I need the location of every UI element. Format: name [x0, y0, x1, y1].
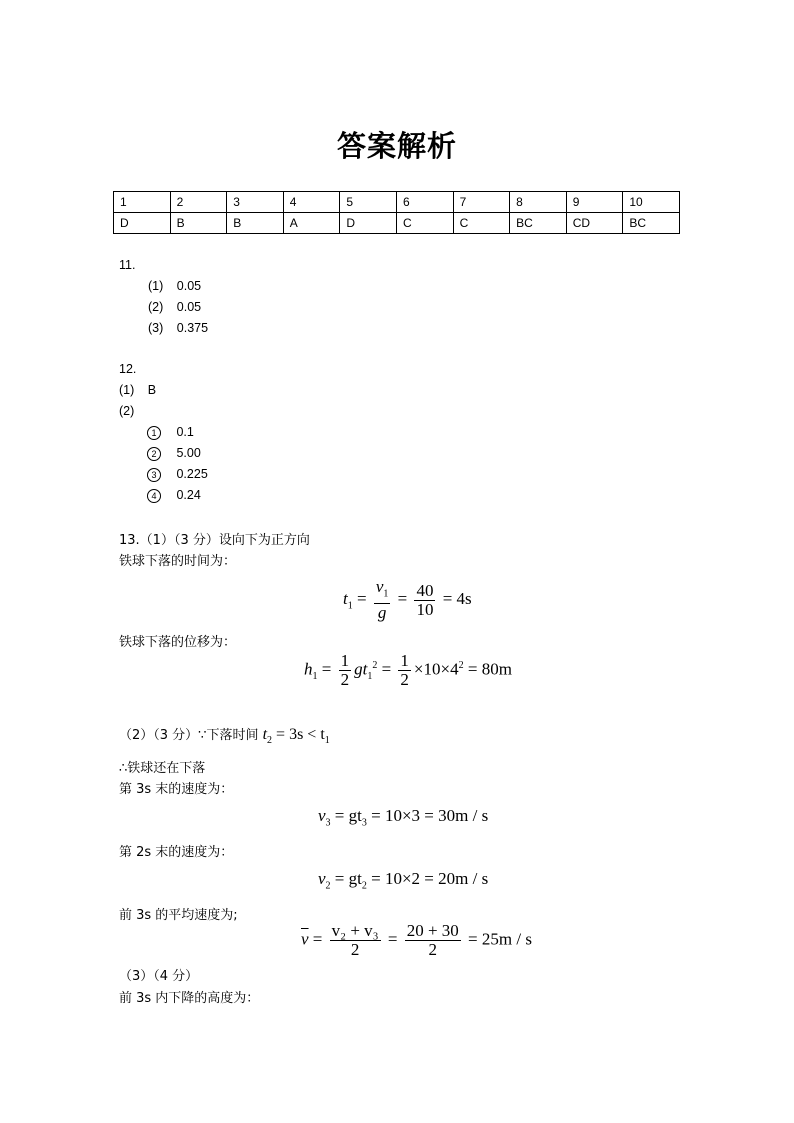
answer-table-number-row: [114, 192, 680, 213]
q11-item-1: [148, 279, 201, 293]
q12-part1: [119, 383, 156, 397]
circled-number: 1: [147, 426, 161, 440]
item-value: 0.375: [176, 321, 209, 335]
equation-v3: [318, 806, 488, 828]
eq-subscript: 2: [361, 880, 367, 892]
q12-circled-item-2: [147, 446, 201, 461]
table-cell: 10: [623, 192, 680, 213]
eq-symbol: $\overline{v}$: [301, 929, 309, 949]
table-cell: C: [396, 213, 453, 234]
eq-subscript: 1: [367, 670, 373, 682]
eq-term: ×10×4: [413, 659, 459, 679]
equation-t1: $t_1$ = $\frac{v_1}{g}$ = $\frac{40}{10}$ = 4s: [343, 577, 472, 623]
answer-table-answer-row: [114, 213, 680, 234]
eq-subscript: 1: [324, 735, 330, 747]
eq-result: = 4s: [442, 589, 472, 609]
eq-subscript: 3: [325, 817, 331, 829]
eq-result: = 80m: [467, 659, 512, 679]
item-number: (2): [148, 300, 164, 314]
item-value: 0.24: [176, 488, 201, 502]
q11-label: 11.: [119, 258, 136, 272]
eq-denominator: 10: [416, 599, 434, 619]
table-cell: B: [227, 213, 284, 234]
q12-circled-item-4: [147, 488, 201, 503]
average-velocity-label: 前 3s 的平均速度为;: [119, 908, 238, 923]
fraction: [339, 652, 352, 689]
item-number: (1): [148, 279, 164, 293]
eq-symbol: h: [304, 659, 313, 679]
answer-table: [113, 191, 680, 234]
table-cell: 1: [114, 192, 171, 213]
table-cell: CD: [566, 213, 623, 234]
eq-term: = 3s < t: [276, 726, 325, 743]
eq-symbol: v: [318, 806, 326, 825]
fall-time-label: 铁球下落的时间为：: [119, 554, 237, 569]
table-cell: 7: [453, 192, 510, 213]
q12-part2-label: (2): [119, 404, 135, 418]
eq-subscript: 2: [325, 880, 331, 892]
eq-symbol: g: [377, 603, 387, 623]
still-falling-text: ∴铁球还在下落: [119, 761, 206, 776]
fraction: [414, 582, 435, 619]
eq-numerator: 20 + 30: [406, 921, 459, 940]
table-cell: 6: [396, 192, 453, 213]
item-number: (3): [148, 321, 164, 335]
q11-item-2: [148, 300, 201, 314]
circled-number: 2: [147, 447, 161, 461]
eq-symbol: gt: [354, 659, 368, 679]
part2-heading-text: （2）（3 分）∵下落时间: [119, 728, 259, 743]
part3-heading: （3）（4 分）: [119, 969, 199, 984]
eq-numerator: 40: [416, 580, 434, 600]
table-cell: B: [170, 213, 227, 234]
table-cell: 4: [283, 192, 340, 213]
q13-heading: 13.（1）（3 分）设向下为正方向: [119, 533, 310, 548]
eq-subscript: 1: [383, 588, 389, 600]
eq-symbol: v: [318, 869, 326, 888]
eq-superscript: 2: [458, 659, 464, 671]
q12-circled-item-1: [147, 425, 194, 440]
height-label: 前 3s 内下降的高度为：: [119, 991, 260, 1006]
table-cell: A: [283, 213, 340, 234]
table-cell: 9: [566, 192, 623, 213]
page-title: 答案解析: [336, 129, 457, 163]
table-cell: D: [114, 213, 171, 234]
table-cell: 2: [170, 192, 227, 213]
table-cell: C: [453, 213, 510, 234]
q12-label: 12.: [119, 362, 137, 376]
part-value: B: [147, 383, 157, 397]
eq-superscript: 2: [372, 659, 378, 671]
fraction: [330, 922, 381, 959]
item-value: 0.1: [176, 425, 194, 439]
circled-number: 4: [147, 489, 161, 503]
part-number: (1): [119, 383, 135, 397]
eq-subscript: 3: [361, 817, 367, 829]
table-cell: 3: [227, 192, 284, 213]
eq-symbol: t: [262, 726, 268, 743]
eq-subscript: 2: [267, 735, 273, 747]
eq-denominator: 2: [428, 940, 437, 959]
displacement-label: 铁球下落的位移为：: [119, 635, 237, 650]
equation-h1: $h_1$ = $\frac{1}{2}$ $gt_1^2$ = $\frac{1}{2}$ $\times 10\times 4^2 = 80m$: [304, 651, 512, 689]
table-cell: 8: [510, 192, 567, 213]
eq-symbol: v: [375, 577, 384, 596]
v2-label: 第 2s 末的速度为：: [119, 845, 234, 860]
table-cell: BC: [623, 213, 680, 234]
part2-heading: [119, 724, 330, 746]
fraction: [398, 652, 411, 689]
item-value: 0.05: [176, 279, 202, 293]
eq-denominator: 2: [400, 670, 409, 689]
eq-term: = gt: [334, 869, 362, 888]
item-value: 5.00: [176, 446, 201, 460]
equation-average-velocity: $\overline{v}$ = $\frac{\text{v₂ + v₃}}{2}$ = $\frac{20 + 30}{2}$ = 25m / s: [301, 921, 532, 959]
item-value: 0.225: [176, 467, 208, 481]
eq-numerator: 1: [340, 651, 350, 670]
circled-number: 3: [147, 468, 161, 482]
q12-circled-item-3: [147, 467, 208, 482]
fraction: [374, 578, 391, 622]
eq-result: = 10×2 = 20m / s: [371, 869, 489, 888]
eq-symbol: t: [343, 589, 348, 609]
v3-label: 第 3s 末的速度为：: [119, 782, 234, 797]
eq-subscript: 1: [347, 600, 353, 612]
eq-numerator: 1: [400, 651, 409, 670]
eq-numerator: v₂ + v₃: [331, 921, 379, 940]
table-cell: D: [340, 213, 397, 234]
eq-subscript: 1: [312, 670, 318, 682]
eq-result: = 25m / s: [468, 929, 532, 949]
eq-denominator: 2: [340, 670, 350, 689]
eq-term: = gt: [334, 806, 362, 825]
eq-denominator: 2: [350, 940, 360, 959]
item-value: 0.05: [176, 300, 202, 314]
table-cell: BC: [510, 213, 567, 234]
eq-result: = 10×3 = 30m / s: [371, 806, 489, 825]
table-cell: 5: [340, 192, 397, 213]
fraction: [405, 922, 461, 959]
q11-item-3: [148, 321, 208, 335]
equation-v2: [318, 869, 488, 891]
